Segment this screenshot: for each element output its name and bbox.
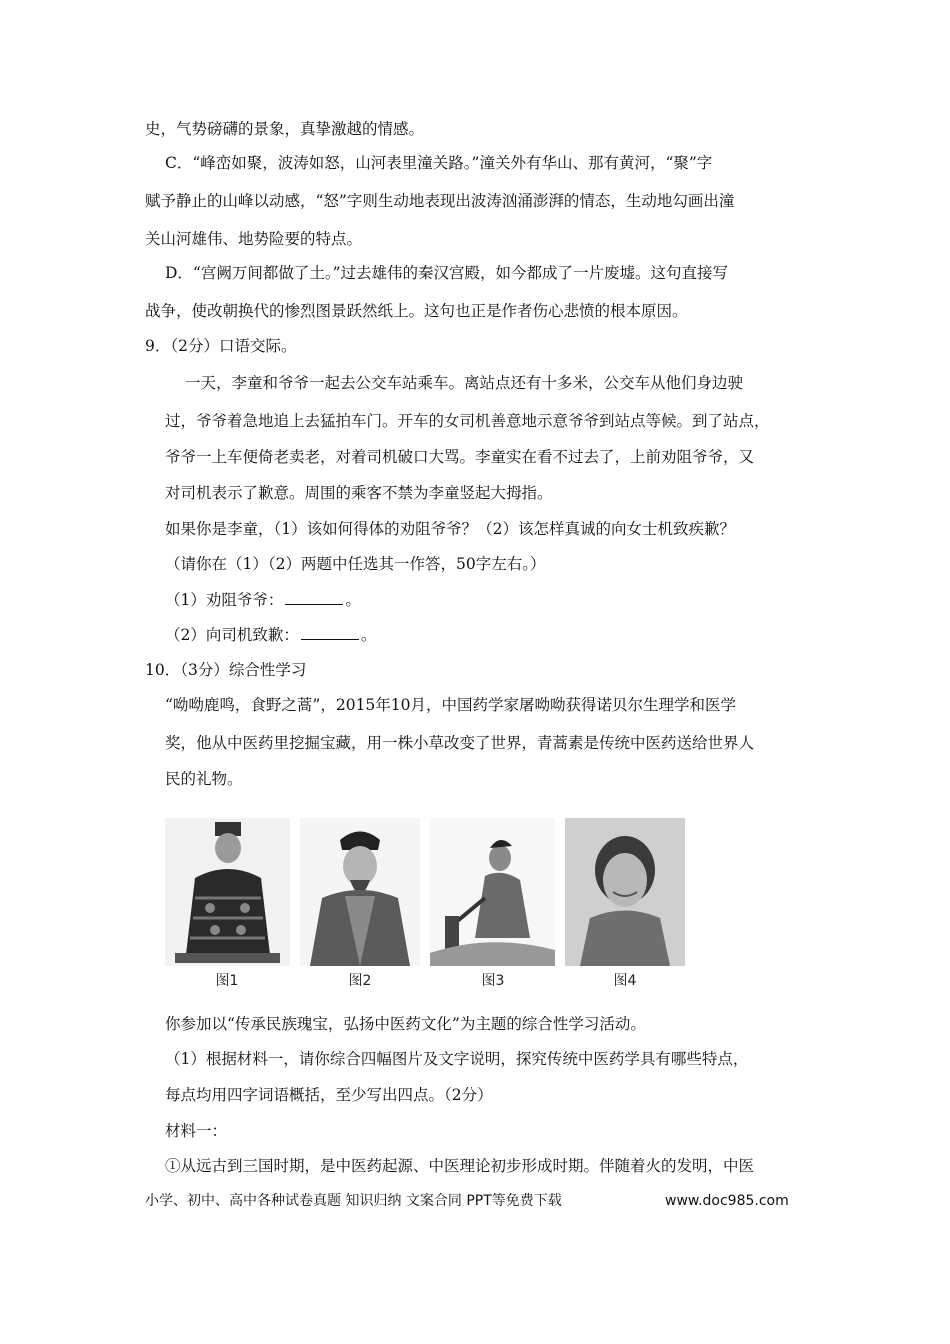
option-c-line: C．“峰峦如聚，波涛如怒，山河表里潼关路。”潼关外有华山、那有黄河，“聚”字	[165, 154, 713, 172]
figure-4-caption: 图4	[613, 973, 637, 989]
period: 。	[345, 591, 361, 609]
answer-1-line	[165, 589, 845, 611]
text-line: 战争，使改朝换代的惨烈图景跃然纸上。这句也正是作者伤心悲愤的根本原因。	[145, 302, 688, 320]
passage-line: 对司机表示了歉意。周围的乘客不禁为李童竖起大拇指。	[165, 484, 553, 502]
passage-line: “呦呦鹿鸣，食野之蒿”，2015年10月，中国药学家屠呦呦获得诺贝尔生理学和医学	[165, 696, 737, 714]
activity-line: 你参加以“传承民族瑰宝，弘扬中医药文化”为主题的综合性学习活动。	[165, 1015, 646, 1033]
figure-2	[300, 818, 420, 966]
passage-line: 爷爷一上车便倚老卖老，对着司机破口大骂。李童实在看不过去了，上前劝阻爷爷，又	[165, 448, 755, 466]
prompt-line: 如果你是李童，（1）该如何得体的劝阻爷爷？（2）该怎样真诚的向女士机致疾歉？	[165, 520, 735, 538]
text-line: 史，气势磅礴的景象，真挚激越的情感。	[145, 120, 425, 138]
subquestion-line: 每点均用四字词语概括，至少写出四点。（2分）	[165, 1086, 493, 1104]
figure-2-caption: 图2	[348, 973, 372, 989]
instruction-line: （请你在（1）（2）两题中任选其一作答，50字左右。）	[165, 555, 546, 573]
emperor-portrait-image	[165, 818, 290, 966]
passage-line: 奖，他从中医药里挖掘宝藏，用一株小草改变了世界，青蒿素是传统中医药送给世界人	[165, 734, 755, 752]
answer-blank[interactable]	[301, 625, 359, 640]
material-line: ①从远古到三国时期，是中医药起源、中医理论初步形成时期。伴随着火的发明，中医	[165, 1157, 755, 1175]
scientist-photo-image	[565, 818, 685, 966]
passage-line: 一天，李童和爷爷一起去公交车站乘车。离站点还有十多米，公交车从他们身边驶	[185, 374, 744, 392]
option-d-line: D．“宫阙万间都做了土。”过去雄伟的秦汉宫殿，如今都成了一片废墟。这句直接写	[165, 264, 729, 282]
figure-3-caption: 图3	[481, 973, 505, 989]
passage-line: 民的礼物。	[165, 770, 243, 788]
text-line: 关山河雄伟、地势险要的特点。	[145, 230, 363, 248]
subquestion-line: （1）根据材料一，请你综合四幅图片及文字说明，探究传统中医药学具有哪些特点，	[165, 1050, 749, 1068]
answer-blank[interactable]	[285, 590, 343, 605]
answer-2-label: （2）向司机致歉：	[165, 626, 299, 644]
text-line: 赋予静止的山峰以动感，“怒”字则生动地表现出波涛汹涌澎湃的情态，生动地勾画出潼	[145, 192, 735, 210]
footer-site-link[interactable]: www.doc985.com	[665, 1193, 789, 1209]
figure-4	[565, 818, 685, 966]
passage-line: 过，爷爷着急地追上去猛拍车门。开车的女司机善意地示意爷爷到站点等候。到了站点，	[165, 412, 770, 430]
figure-row	[165, 818, 695, 998]
period: 。	[360, 626, 377, 644]
question-10-heading: 10．（3分）综合性学习	[145, 661, 307, 679]
figure-3	[430, 818, 555, 966]
answer-1-label: （1）劝阻爷爷：	[165, 591, 284, 609]
scholar-portrait-image	[300, 818, 420, 966]
material-heading: 材料一：	[165, 1122, 228, 1140]
herbalist-drawing-image	[430, 818, 555, 966]
footer-text: 小学、初中、高中各种试卷真题 知识归纳 文案合同 PPT等免费下载	[145, 1193, 562, 1209]
figure-1-caption: 图1	[215, 973, 239, 989]
answer-2-line	[165, 624, 845, 646]
question-9-heading: 9．（2分）口语交际。	[145, 337, 297, 355]
footer	[145, 1190, 845, 1212]
figure-1	[165, 818, 290, 966]
